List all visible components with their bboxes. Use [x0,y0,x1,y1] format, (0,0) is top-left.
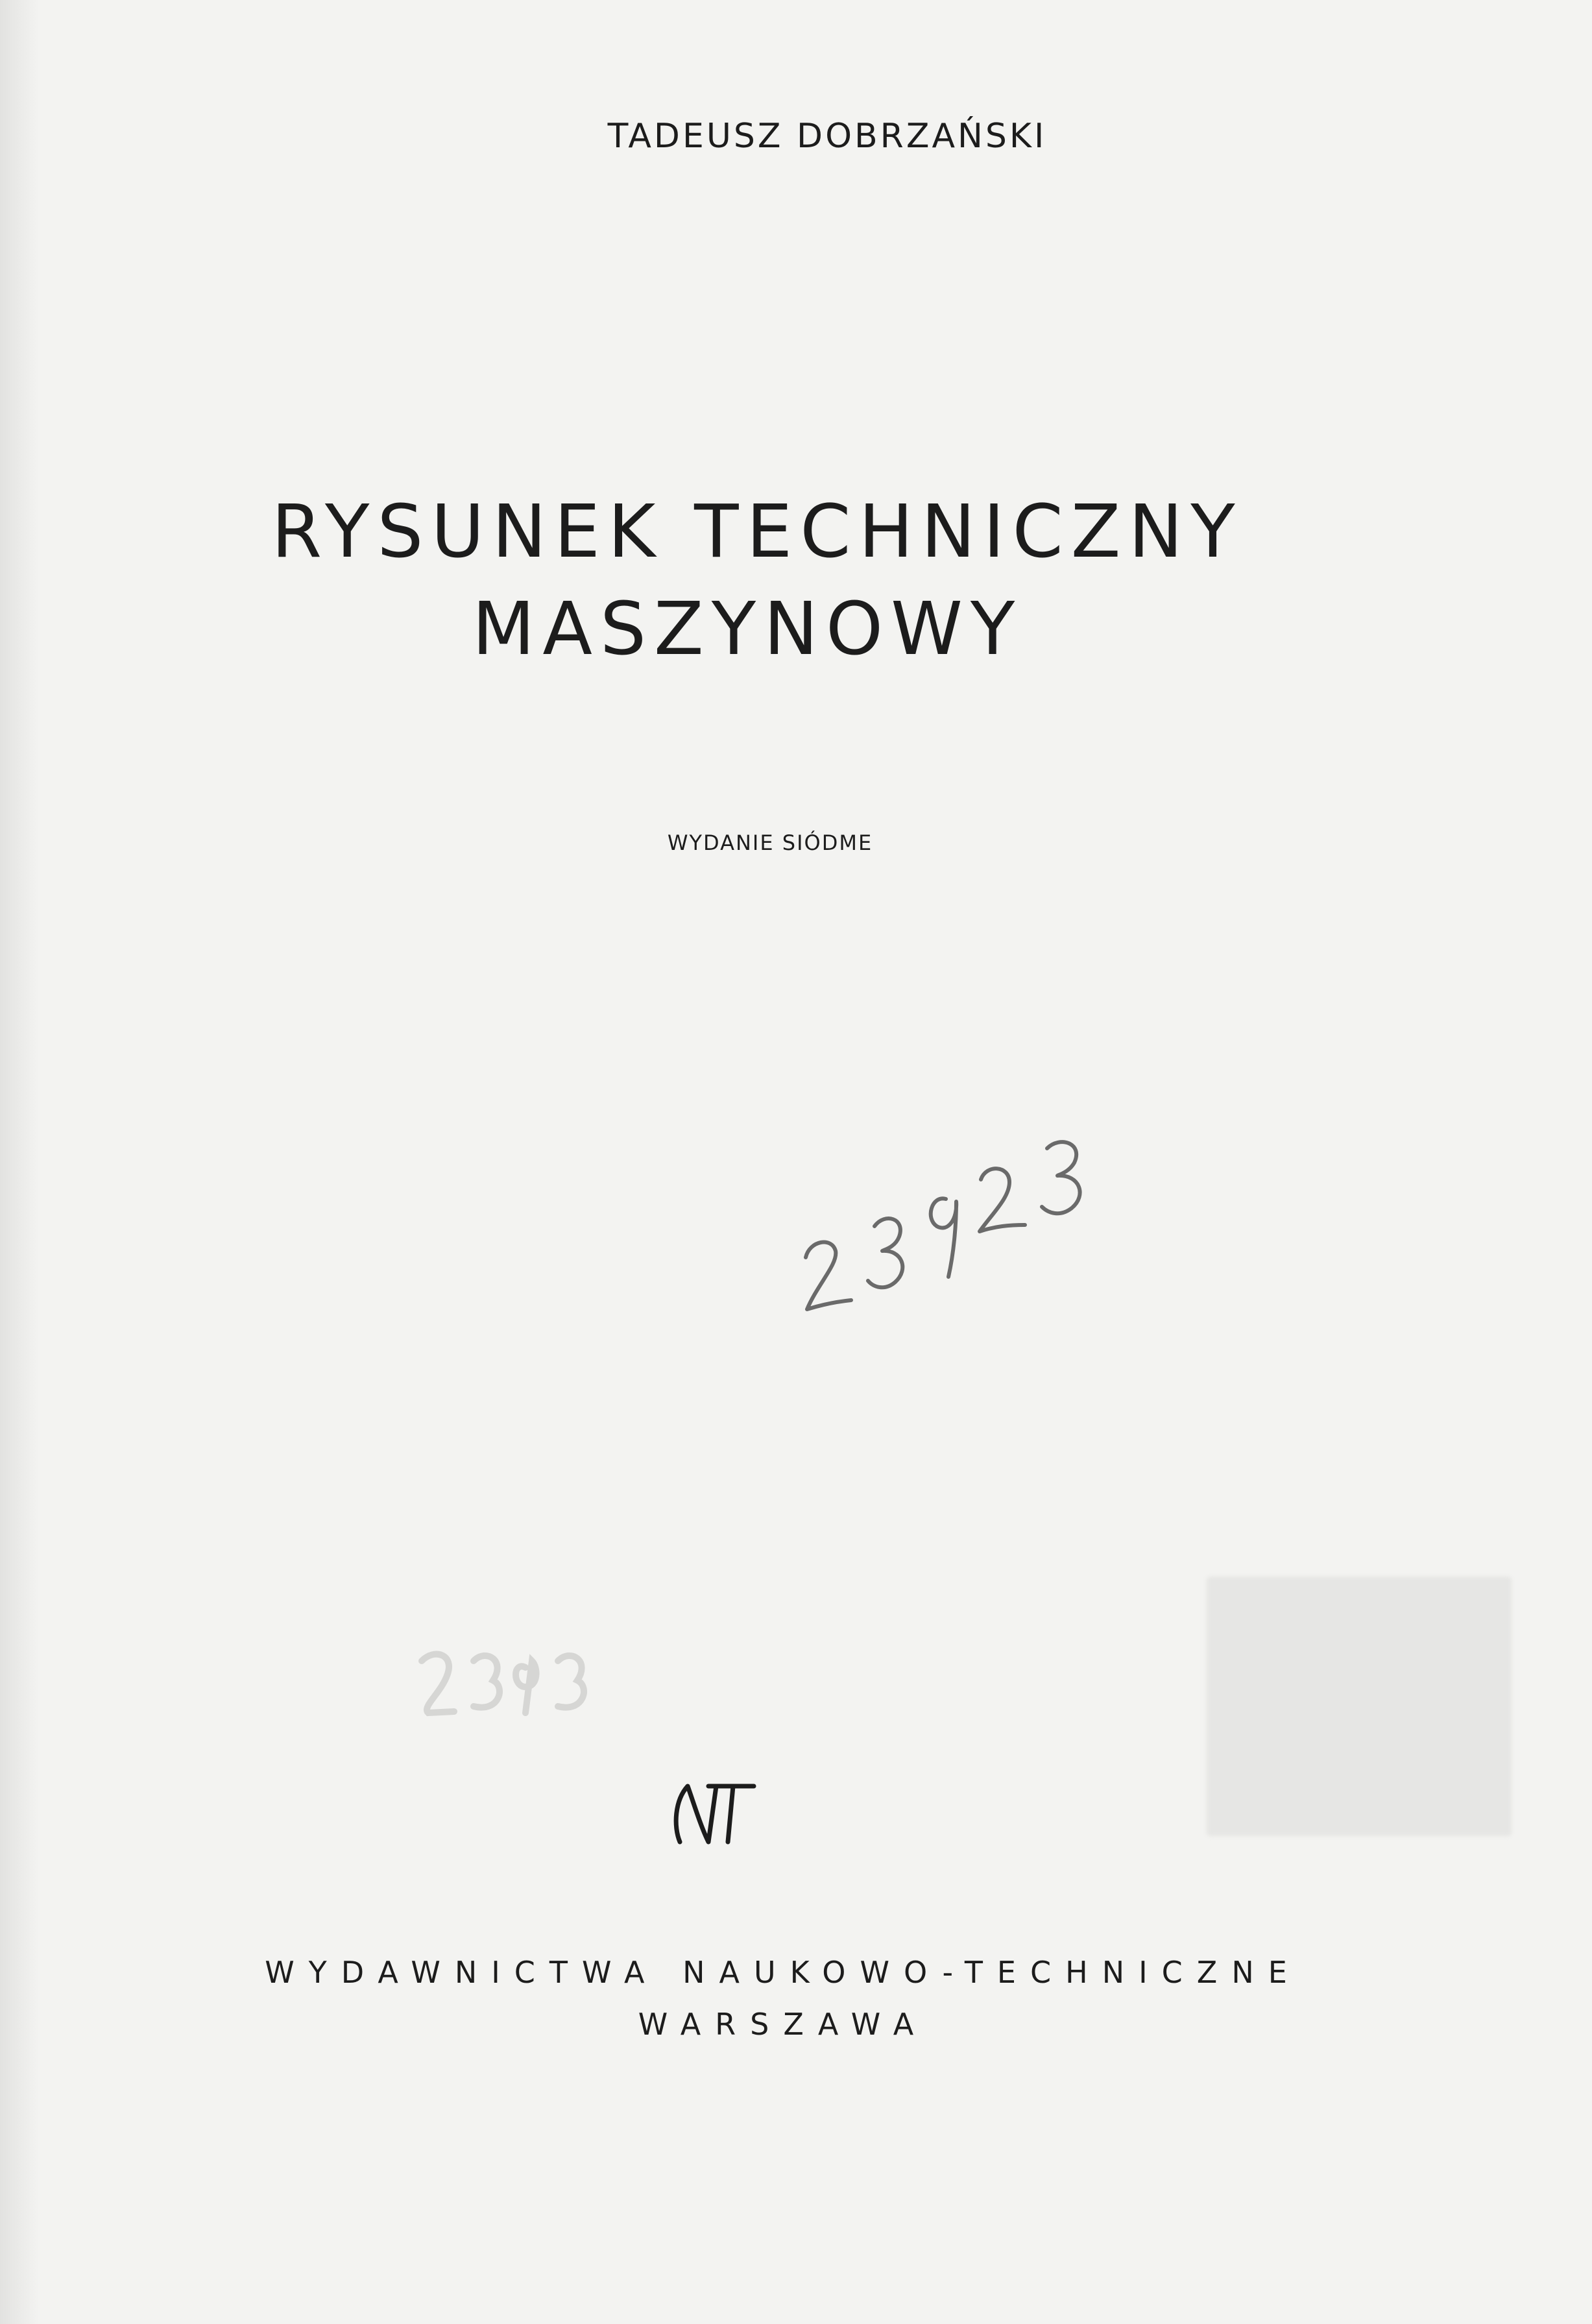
title-line-2: MASZYNOWY [472,587,1023,672]
publisher-name: WYDAWNICTWA NAUKOWO-TECHNICZNE [265,1955,1301,1990]
title-line-1: RYSUNEK TECHNICZNY [271,490,1243,574]
author-name [0,117,1592,156]
publisher-city: WARSZAWA [638,2007,928,2042]
handwritten-inventory-number [798,1103,1135,1337]
paper-discoloration [1207,1577,1512,1836]
publisher-block [0,1946,1592,2050]
edition-text: WYDANIE SIÓDME [667,830,873,855]
faded-stamp-impression [409,1635,616,1726]
nt-publisher-logo [668,1774,772,1852]
edition-label [0,830,1592,855]
book-title [0,483,1592,678]
author-text: TADEUSZ DOBRZAŃSKI [607,117,1047,156]
